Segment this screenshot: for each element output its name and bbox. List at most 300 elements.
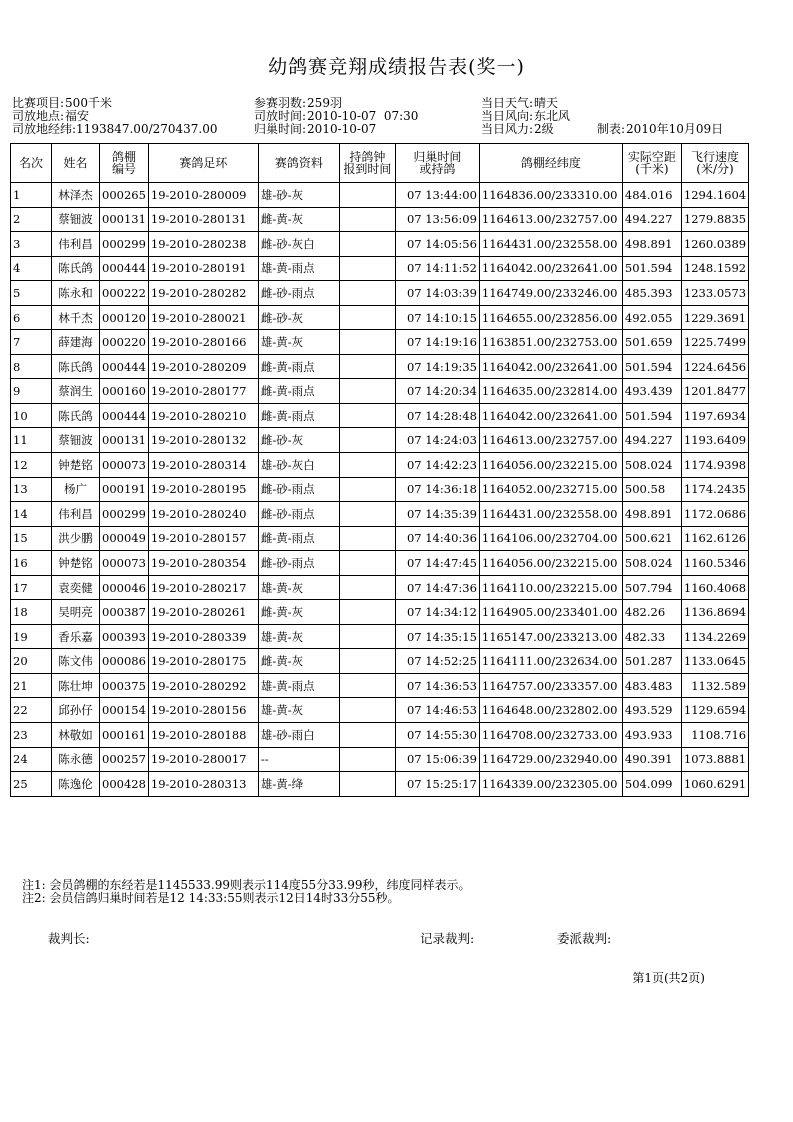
name-cell: 林敬如 xyxy=(52,723,100,748)
loft-no-cell: 000444 xyxy=(100,403,149,428)
table-row xyxy=(11,600,749,625)
chief-judge-label: 裁判长: xyxy=(48,931,90,946)
distance-cell: 484.016 xyxy=(622,183,681,208)
ring-cell: 19-2010-280021 xyxy=(148,305,258,330)
speed-cell: 1197.6934 xyxy=(681,403,748,428)
location-label: 司放地点: xyxy=(12,109,65,123)
made-date: 2010年10月09日 xyxy=(626,122,724,136)
name-cell: 陈文伟 xyxy=(52,649,100,674)
rank-cell: 21 xyxy=(11,673,52,698)
coords-cell: 1164052.00/232715.00 xyxy=(479,477,622,502)
speed-cell: 1132.589 xyxy=(681,673,748,698)
speed-cell: 1294.1604 xyxy=(681,183,748,208)
note-1: 注1: 会员鸽棚的东经若是1145533.99则表示114度55分33.99秒，纬度同样表示。 xyxy=(22,878,471,892)
name-cell: 吴明亮 xyxy=(52,600,100,625)
report-title: 幼鸽赛竞翔成绩报告表(奖一) xyxy=(268,56,525,78)
coords-cell: 1164655.00/232856.00 xyxy=(479,305,622,330)
table-row xyxy=(11,772,749,797)
arrival-cell: 07 14:36:53 xyxy=(395,673,479,698)
speed-cell: 1134.2269 xyxy=(681,624,748,649)
name-cell: 陈氏鸽 xyxy=(52,354,100,379)
clock-time-cell xyxy=(339,305,395,330)
arrival-cell: 07 14:55:30 xyxy=(395,723,479,748)
clock-time-cell xyxy=(339,747,395,772)
speed-cell: 1172.0686 xyxy=(681,502,748,527)
pigeon-info-cell: -- xyxy=(258,747,339,772)
header-name: 姓名 xyxy=(52,144,100,183)
coords-cell: 1164056.00/232215.00 xyxy=(479,551,622,576)
return-value: 2010-10-07 xyxy=(307,122,377,136)
loft-no-cell: 000120 xyxy=(100,305,149,330)
pigeon-info-cell: 雌-砂-雨点 xyxy=(258,551,339,576)
coords-cell: 1164729.00/232940.00 xyxy=(479,747,622,772)
pigeon-info-cell: 雄-砂-灰白 xyxy=(258,453,339,478)
arrival-cell: 07 14:10:15 xyxy=(395,305,479,330)
name-cell: 陈永德 xyxy=(52,747,100,772)
coords-cell: 1164111.00/232634.00 xyxy=(479,649,622,674)
table-row xyxy=(11,403,749,428)
arrival-cell: 07 14:40:36 xyxy=(395,526,479,551)
ring-cell: 19-2010-280210 xyxy=(148,403,258,428)
table-row xyxy=(11,723,749,748)
name-cell: 钟楚铭 xyxy=(52,551,100,576)
clock-time-cell xyxy=(339,403,395,428)
header-loft-no: 鸽棚 编号 xyxy=(100,144,149,183)
arrival-cell: 07 14:36:18 xyxy=(395,477,479,502)
speed-cell: 1160.4068 xyxy=(681,575,748,600)
table-header-row xyxy=(11,144,749,183)
table-row xyxy=(11,428,749,453)
arrival-cell: 07 15:25:17 xyxy=(395,772,479,797)
coords-cell: 1164431.00/232558.00 xyxy=(479,502,622,527)
speed-cell: 1260.0389 xyxy=(681,232,748,257)
ring-cell: 19-2010-280188 xyxy=(148,723,258,748)
arrival-cell: 07 14:47:45 xyxy=(395,551,479,576)
loft-no-cell: 000444 xyxy=(100,256,149,281)
made-info xyxy=(597,123,723,136)
distance-cell: 508.024 xyxy=(622,453,681,478)
table-row xyxy=(11,526,749,551)
pigeon-info-cell: 雌-砂-灰 xyxy=(258,305,339,330)
coords-cell: 1163851.00/232753.00 xyxy=(479,330,622,355)
coords-cell: 1164648.00/232802.00 xyxy=(479,698,622,723)
distance-cell: 498.891 xyxy=(622,502,681,527)
rank-cell: 2 xyxy=(11,207,52,232)
coords-cell: 1164635.00/232814.00 xyxy=(479,379,622,404)
distance-cell: 500.621 xyxy=(622,526,681,551)
table-row xyxy=(11,477,749,502)
rank-cell: 16 xyxy=(11,551,52,576)
arrival-cell: 07 14:19:16 xyxy=(395,330,479,355)
clock-time-cell xyxy=(339,575,395,600)
rank-cell: 8 xyxy=(11,354,52,379)
coords-cell: 1164613.00/232757.00 xyxy=(479,428,622,453)
coords-cell: 1164836.00/233310.00 xyxy=(479,183,622,208)
ring-cell: 19-2010-280217 xyxy=(148,575,258,600)
ring-cell: 19-2010-280157 xyxy=(148,526,258,551)
rank-cell: 11 xyxy=(11,428,52,453)
loft-no-cell: 000160 xyxy=(100,379,149,404)
speed-cell: 1201.8477 xyxy=(681,379,748,404)
note-2: 注2: 会员信鸽归巢时间若是12 14:33:55则表示12日14时33分55秒。 xyxy=(22,891,400,905)
loft-no-cell: 000073 xyxy=(100,453,149,478)
speed-cell: 1229.3691 xyxy=(681,305,748,330)
distance-cell: 501.594 xyxy=(622,256,681,281)
name-cell: 杨广 xyxy=(52,477,100,502)
name-cell: 伟利昌 xyxy=(52,232,100,257)
loft-no-cell: 000086 xyxy=(100,649,149,674)
coords-cell: 1164757.00/233357.00 xyxy=(479,673,622,698)
coords-cell: 1164708.00/232733.00 xyxy=(479,723,622,748)
table-row xyxy=(11,305,749,330)
loft-no-cell: 000046 xyxy=(100,575,149,600)
distance-cell: 494.227 xyxy=(622,428,681,453)
distance-cell: 507.794 xyxy=(622,575,681,600)
made-label: 制表: xyxy=(597,122,626,136)
weather-label: 当日天气: xyxy=(481,96,534,110)
clock-time-cell xyxy=(339,232,395,257)
arrival-cell: 07 14:03:39 xyxy=(395,281,479,306)
distance-cell: 493.529 xyxy=(622,698,681,723)
coords-cell: 1164749.00/233246.00 xyxy=(479,281,622,306)
speed-cell: 1233.0573 xyxy=(681,281,748,306)
wind-direction-label: 当日风向: xyxy=(481,109,534,123)
header-speed: 飞行速度 (米/分) xyxy=(681,144,748,183)
pigeon-info-cell: 雄-砂-灰 xyxy=(258,183,339,208)
rank-cell: 19 xyxy=(11,624,52,649)
rank-cell: 24 xyxy=(11,747,52,772)
pigeon-info-cell: 雌-砂-雨点 xyxy=(258,502,339,527)
appointed-judge-label: 委派裁判: xyxy=(557,931,612,946)
ring-cell: 19-2010-280261 xyxy=(148,600,258,625)
clock-time-cell xyxy=(339,453,395,478)
rank-cell: 14 xyxy=(11,502,52,527)
distance-cell: 501.287 xyxy=(622,649,681,674)
results-body xyxy=(11,183,749,797)
coords-cell: 1165147.00/233213.00 xyxy=(479,624,622,649)
distance-cell: 482.33 xyxy=(622,624,681,649)
pigeon-info-cell: 雌-黄-雨点 xyxy=(258,526,339,551)
loft-no-cell: 000257 xyxy=(100,747,149,772)
distance-cell: 493.439 xyxy=(622,379,681,404)
coords-cell: 1164110.00/232215.00 xyxy=(479,575,622,600)
speed-cell: 1248.1592 xyxy=(681,256,748,281)
rank-cell: 7 xyxy=(11,330,52,355)
ring-cell: 19-2010-280282 xyxy=(148,281,258,306)
name-cell: 伟利昌 xyxy=(52,502,100,527)
speed-cell: 1224.6456 xyxy=(681,354,748,379)
wind-direction-value: 东北风 xyxy=(534,109,571,123)
event-value: 500千米 xyxy=(65,96,112,110)
name-cell: 陈永和 xyxy=(52,281,100,306)
pigeon-info-cell: 雄-黄-绛 xyxy=(258,772,339,797)
header-pigeon-info: 赛鸽资料 xyxy=(258,144,339,183)
rank-cell: 20 xyxy=(11,649,52,674)
clock-time-cell xyxy=(339,624,395,649)
ring-cell: 19-2010-280175 xyxy=(148,649,258,674)
rank-cell: 25 xyxy=(11,772,52,797)
loft-no-cell: 000393 xyxy=(100,624,149,649)
arrival-cell: 07 14:11:52 xyxy=(395,256,479,281)
rank-cell: 22 xyxy=(11,698,52,723)
header-distance: 实际空距 (千米) xyxy=(622,144,681,183)
distance-cell: 494.227 xyxy=(622,207,681,232)
ring-cell: 19-2010-280166 xyxy=(148,330,258,355)
table-row xyxy=(11,232,749,257)
header-coords: 鸽棚经纬度 xyxy=(479,144,622,183)
table-row xyxy=(11,575,749,600)
distance-cell: 483.483 xyxy=(622,673,681,698)
rank-cell: 6 xyxy=(11,305,52,330)
arrival-cell: 07 14:28:48 xyxy=(395,403,479,428)
loft-no-cell: 000049 xyxy=(100,526,149,551)
rank-cell: 13 xyxy=(11,477,52,502)
rank-cell: 17 xyxy=(11,575,52,600)
loft-no-cell: 000154 xyxy=(100,698,149,723)
table-row xyxy=(11,256,749,281)
coords-cell: 1164056.00/232215.00 xyxy=(479,453,622,478)
recorder-judge-label: 记录裁判: xyxy=(420,931,475,946)
table-row xyxy=(11,502,749,527)
ring-cell: 19-2010-280313 xyxy=(148,772,258,797)
ring-cell: 19-2010-280191 xyxy=(148,256,258,281)
table-row xyxy=(11,453,749,478)
name-cell: 陈氏鸽 xyxy=(52,256,100,281)
distance-cell: 508.024 xyxy=(622,551,681,576)
distance-cell: 493.933 xyxy=(622,723,681,748)
loft-no-cell: 000220 xyxy=(100,330,149,355)
rank-cell: 15 xyxy=(11,526,52,551)
name-cell: 陈壮坤 xyxy=(52,673,100,698)
pigeon-info-cell: 雌-黄-灰 xyxy=(258,600,339,625)
name-cell: 林泽杰 xyxy=(52,183,100,208)
coords-cell: 1164905.00/233401.00 xyxy=(479,600,622,625)
speed-cell: 1129.6594 xyxy=(681,698,748,723)
pigeon-info-cell: 雄-黄-雨点 xyxy=(258,673,339,698)
ring-cell: 19-2010-280292 xyxy=(148,673,258,698)
ring-cell: 19-2010-280240 xyxy=(148,502,258,527)
name-cell: 林千杰 xyxy=(52,305,100,330)
name-cell: 蔡润生 xyxy=(52,379,100,404)
arrival-cell: 07 14:47:36 xyxy=(395,575,479,600)
page-indicator: 第1页(共2页) xyxy=(632,971,705,985)
speed-cell: 1193.6409 xyxy=(681,428,748,453)
rank-cell: 10 xyxy=(11,403,52,428)
coords-cell: 1164042.00/232641.00 xyxy=(479,403,622,428)
clock-time-cell xyxy=(339,649,395,674)
rank-cell: 5 xyxy=(11,281,52,306)
arrival-cell: 07 13:44:00 xyxy=(395,183,479,208)
header-arrival: 归巢时间 或持鸽 xyxy=(395,144,479,183)
pigeon-info-cell: 雄-黄-灰 xyxy=(258,698,339,723)
clock-time-cell xyxy=(339,354,395,379)
arrival-cell: 07 14:20:34 xyxy=(395,379,479,404)
header-clock-time: 持鸽钟 报到时间 xyxy=(339,144,395,183)
arrival-cell: 07 14:35:39 xyxy=(395,502,479,527)
name-cell: 陈逸伦 xyxy=(52,772,100,797)
ring-cell: 19-2010-280339 xyxy=(148,624,258,649)
table-row xyxy=(11,354,749,379)
arrival-cell: 07 14:19:35 xyxy=(395,354,479,379)
speed-cell: 1060.6291 xyxy=(681,772,748,797)
ring-cell: 19-2010-280354 xyxy=(148,551,258,576)
loft-no-cell: 000222 xyxy=(100,281,149,306)
clock-time-cell xyxy=(339,183,395,208)
loft-no-cell: 000265 xyxy=(100,183,149,208)
clock-time-cell xyxy=(339,698,395,723)
clock-time-cell xyxy=(339,723,395,748)
speed-cell: 1225.7499 xyxy=(681,330,748,355)
pigeon-info-cell: 雄-黄-雨点 xyxy=(258,256,339,281)
rank-cell: 18 xyxy=(11,600,52,625)
speed-cell: 1108.716 xyxy=(681,723,748,748)
wind-force-info xyxy=(481,123,554,136)
clock-time-cell xyxy=(339,673,395,698)
speed-cell: 1162.6126 xyxy=(681,526,748,551)
coords-cell: 1164106.00/232704.00 xyxy=(479,526,622,551)
location-value: 福安 xyxy=(65,109,90,123)
clock-time-cell xyxy=(339,428,395,453)
distance-cell: 482.26 xyxy=(622,600,681,625)
arrival-cell: 07 14:42:23 xyxy=(395,453,479,478)
pigeon-info-cell: 雌-砂-雨点 xyxy=(258,477,339,502)
pigeon-info-cell: 雌-黄-灰 xyxy=(258,649,339,674)
loft-no-cell: 000444 xyxy=(100,354,149,379)
table-row xyxy=(11,379,749,404)
distance-cell: 492.055 xyxy=(622,305,681,330)
distance-cell: 490.391 xyxy=(622,747,681,772)
results-table xyxy=(10,143,749,797)
ring-cell: 19-2010-280195 xyxy=(148,477,258,502)
distance-cell: 500.58 xyxy=(622,477,681,502)
wind-force-label: 当日风力: xyxy=(481,122,534,136)
table-row xyxy=(11,207,749,232)
event-label: 比赛项目: xyxy=(12,96,65,110)
name-cell: 洪少鹏 xyxy=(52,526,100,551)
coords-label: 司放地经纬: xyxy=(12,122,77,136)
clock-time-cell xyxy=(339,772,395,797)
distance-cell: 501.659 xyxy=(622,330,681,355)
pigeon-info-cell: 雌-砂-灰 xyxy=(258,428,339,453)
coords-cell: 1164613.00/232757.00 xyxy=(479,207,622,232)
arrival-cell: 07 14:35:15 xyxy=(395,624,479,649)
loft-no-cell: 000131 xyxy=(100,207,149,232)
table-row xyxy=(11,673,749,698)
clock-time-cell xyxy=(339,551,395,576)
name-cell: 薛建海 xyxy=(52,330,100,355)
rank-cell: 3 xyxy=(11,232,52,257)
loft-no-cell: 000428 xyxy=(100,772,149,797)
pigeon-info-cell: 雄-砂-雨白 xyxy=(258,723,339,748)
pigeon-info-cell: 雄-黄-灰 xyxy=(258,624,339,649)
table-row xyxy=(11,183,749,208)
name-cell: 袁奕健 xyxy=(52,575,100,600)
name-cell: 香乐嘉 xyxy=(52,624,100,649)
arrival-cell: 07 14:46:53 xyxy=(395,698,479,723)
clock-time-cell xyxy=(339,207,395,232)
loft-no-cell: 000299 xyxy=(100,502,149,527)
ring-cell: 19-2010-280177 xyxy=(148,379,258,404)
release-value: 2010-10-07 07:30 xyxy=(307,109,419,123)
pigeon-info-cell: 雌-砂-灰白 xyxy=(258,232,339,257)
coords-cell: 1164042.00/232641.00 xyxy=(479,256,622,281)
loft-no-cell: 000073 xyxy=(100,551,149,576)
speed-cell: 1160.5346 xyxy=(681,551,748,576)
pigeon-info-cell: 雌-黄-雨点 xyxy=(258,379,339,404)
arrival-cell: 07 14:52:25 xyxy=(395,649,479,674)
arrival-cell: 07 14:34:12 xyxy=(395,600,479,625)
ring-cell: 19-2010-280156 xyxy=(148,698,258,723)
clock-time-cell xyxy=(339,330,395,355)
table-row xyxy=(11,649,749,674)
ring-cell: 19-2010-280209 xyxy=(148,354,258,379)
ring-cell: 19-2010-280314 xyxy=(148,453,258,478)
distance-cell: 498.891 xyxy=(622,232,681,257)
rank-cell: 1 xyxy=(11,183,52,208)
clock-time-cell xyxy=(339,281,395,306)
speed-cell: 1133.0645 xyxy=(681,649,748,674)
arrival-cell: 07 14:24:03 xyxy=(395,428,479,453)
pigeon-info-cell: 雄-黄-灰 xyxy=(258,330,339,355)
table-row xyxy=(11,747,749,772)
name-cell: 蔡钿波 xyxy=(52,207,100,232)
coords-value: 1193847.00/270437.00 xyxy=(76,122,218,136)
arrival-cell: 07 13:56:09 xyxy=(395,207,479,232)
clock-time-cell xyxy=(339,379,395,404)
speed-cell: 1073.8881 xyxy=(681,747,748,772)
pigeon-info-cell: 雄-黄-灰 xyxy=(258,575,339,600)
ring-cell: 19-2010-280132 xyxy=(148,428,258,453)
clock-time-cell xyxy=(339,477,395,502)
ring-cell: 19-2010-280017 xyxy=(148,747,258,772)
name-cell: 邱孙仔 xyxy=(52,698,100,723)
speed-cell: 1174.9398 xyxy=(681,453,748,478)
pigeon-info-cell: 雌-黄-雨点 xyxy=(258,354,339,379)
coords-info xyxy=(12,123,218,136)
release-label: 司放时间: xyxy=(254,109,307,123)
coords-cell: 1164339.00/232305.00 xyxy=(479,772,622,797)
count-value: 259羽 xyxy=(307,96,342,110)
clock-time-cell xyxy=(339,256,395,281)
wind-force-value: 2级 xyxy=(534,122,554,136)
arrival-cell: 07 15:06:39 xyxy=(395,747,479,772)
coords-cell: 1164431.00/232558.00 xyxy=(479,232,622,257)
count-label: 参赛羽数: xyxy=(254,96,307,110)
table-row xyxy=(11,698,749,723)
rank-cell: 12 xyxy=(11,453,52,478)
speed-cell: 1174.2435 xyxy=(681,477,748,502)
table-row xyxy=(11,330,749,355)
clock-time-cell xyxy=(339,502,395,527)
pigeon-info-cell: 雌-砂-雨点 xyxy=(258,281,339,306)
name-cell: 蔡钿波 xyxy=(52,428,100,453)
clock-time-cell xyxy=(339,600,395,625)
speed-cell: 1279.8835 xyxy=(681,207,748,232)
name-cell: 陈氏鸽 xyxy=(52,403,100,428)
weather-value: 晴天 xyxy=(534,96,559,110)
loft-no-cell: 000131 xyxy=(100,428,149,453)
distance-cell: 501.594 xyxy=(622,354,681,379)
loft-no-cell: 000191 xyxy=(100,477,149,502)
pigeon-info-cell: 雌-黄-灰 xyxy=(258,207,339,232)
loft-no-cell: 000299 xyxy=(100,232,149,257)
distance-cell: 501.594 xyxy=(622,403,681,428)
header-rank: 名次 xyxy=(11,144,52,183)
coords-cell: 1164042.00/232641.00 xyxy=(479,354,622,379)
return-info xyxy=(254,123,376,136)
speed-cell: 1136.8694 xyxy=(681,600,748,625)
clock-time-cell xyxy=(339,526,395,551)
